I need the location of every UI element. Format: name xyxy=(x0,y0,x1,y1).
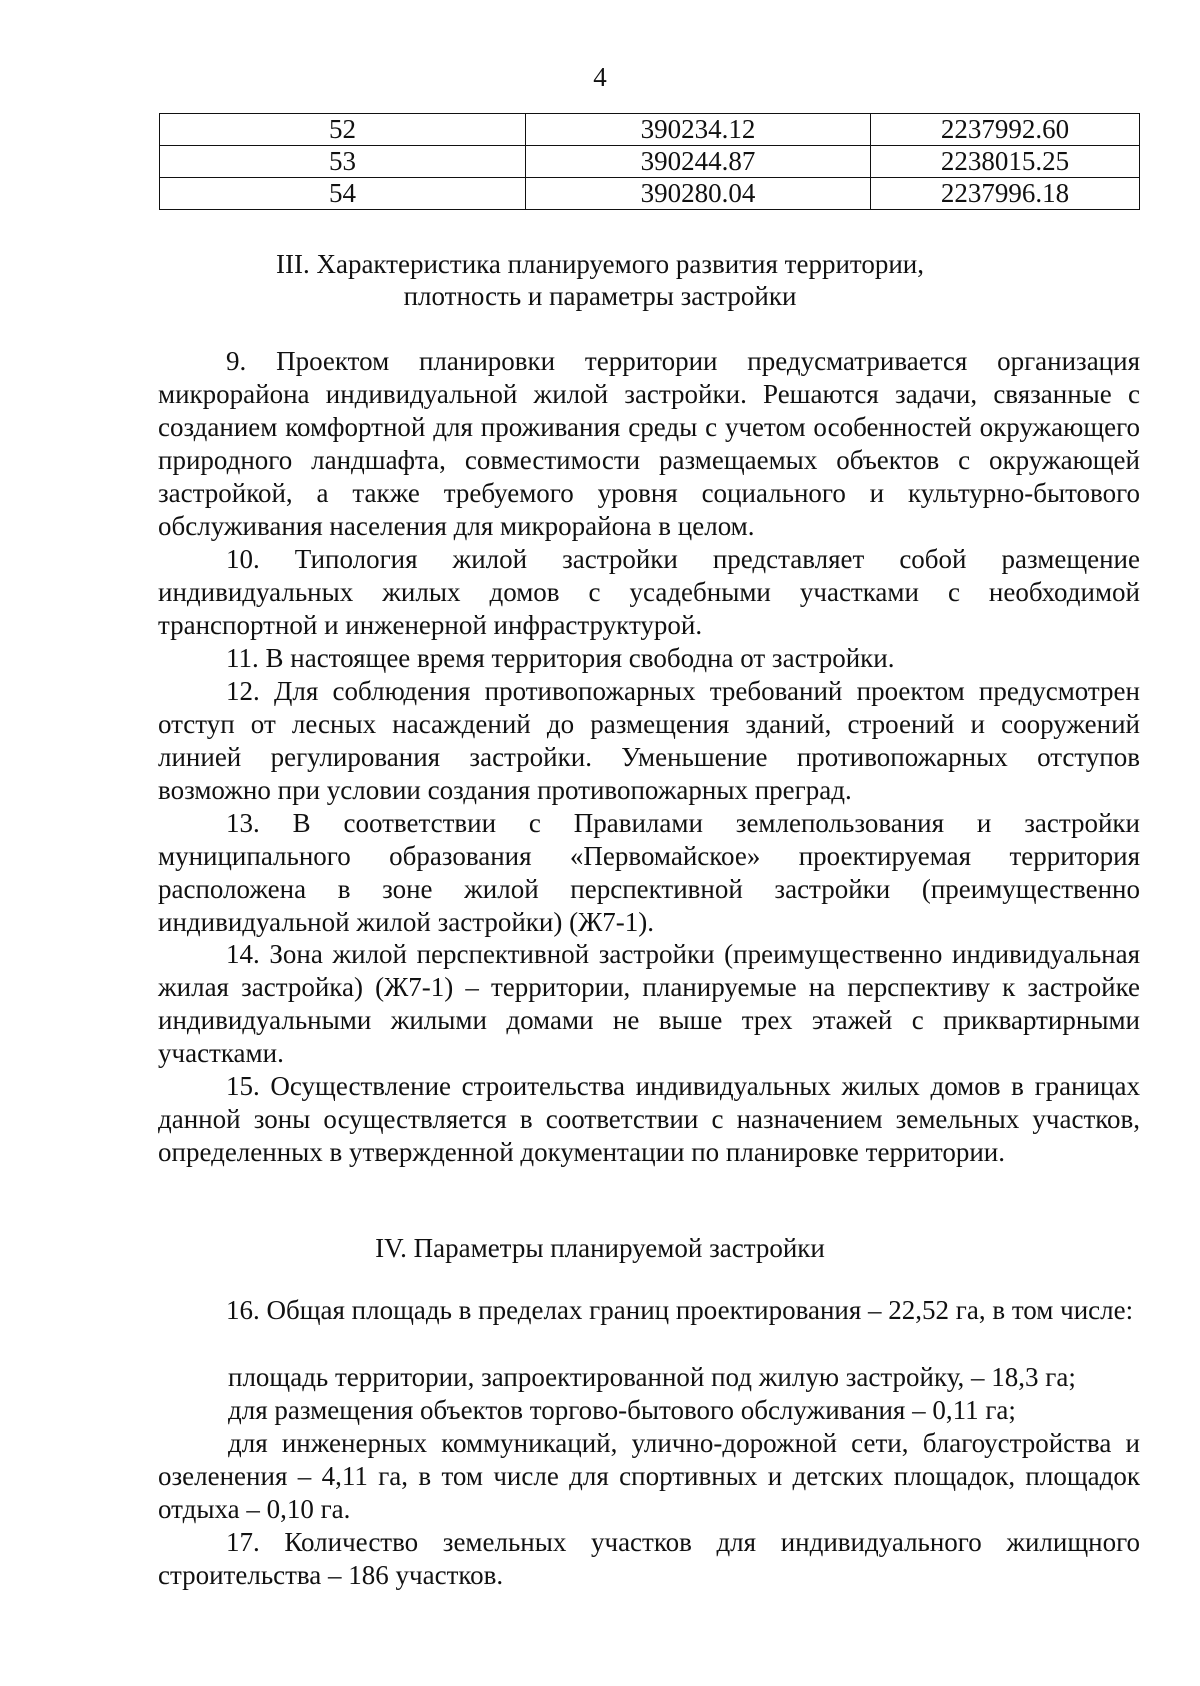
paragraph-16: 16. Общая площадь в пределах границ проектирования – 22,52 га, в том числе: xyxy=(226,1295,1134,1325)
paragraph-16-item-infrastructure: для инженерных коммуникаций, улично-дорожной сети, благоустройства и озеленения – 4,11 га, в том числе для спортивных и детских площадок, площадок отдыха – 0,10 га. xyxy=(158,1428,1140,1524)
paragraph-13: 13. В соответствии с Правилами землепользования и застройки муниципального образования «Первомайское» проектируемая территория расположена в зоне жилой перспективной застройки (преимущественно индивидуальной жилой застройки) (Ж7-1). xyxy=(158,808,1140,937)
point-number-cell: 54 xyxy=(160,178,526,210)
section-4-heading xyxy=(0,1232,1200,1264)
x-coordinate-cell: 390244.87 xyxy=(526,146,871,178)
table-row xyxy=(160,178,1140,210)
paragraph-16-item-commercial: для размещения объектов торгово-бытового обслуживания – 0,11 га; xyxy=(228,1395,1016,1425)
section-4-title: IV. Параметры планируемой застройки xyxy=(375,1233,825,1263)
y-coordinate-cell: 2237992.60 xyxy=(871,114,1140,146)
x-coordinate-cell: 390280.04 xyxy=(526,178,871,210)
x-coordinate-cell: 390234.12 xyxy=(526,114,871,146)
y-coordinate-cell: 2237996.18 xyxy=(871,178,1140,210)
paragraph-16-item-residential: площадь территории, запроектированной под жилую застройку, – 18,3 га; xyxy=(228,1362,1076,1392)
table-row xyxy=(160,114,1140,146)
paragraph-9: 9. Проектом планировки территории предусматривается организация микрорайона индивидуальной жилой застройки. Решаются задачи, связанные с созданием комфортной для проживания среды с учетом особенностей окружающего природного ландшафта, совместимости размещаемых объектов с окружающей застройкой, а также требуемого уровня социального и культурно-бытового обслуживания населения для микрорайона в целом. xyxy=(158,346,1140,541)
coordinates-table xyxy=(159,113,1140,210)
page-number: 4 xyxy=(593,62,607,92)
point-number-cell: 53 xyxy=(160,146,526,178)
paragraph-12: 12. Для соблюдения противопожарных требований проектом предусмотрен отступ от лесных насаждений до размещения зданий, строений и сооружений линией регулирования застройки. Уменьшение противопожарных отступов возможно при условии создания противопожарных преград. xyxy=(158,676,1140,805)
paragraph-17: 17. Количество земельных участков для индивидуального жилищного строительства – 186 участков. xyxy=(158,1527,1140,1590)
point-number-cell: 52 xyxy=(160,114,526,146)
section-3-title-line-2: плотность и параметры застройки xyxy=(403,281,797,311)
section-3-heading xyxy=(0,248,1200,312)
paragraph-14: 14. Зона жилой перспективной застройки (преимущественно индивидуальная жилая застройка) (Ж7-1) – территории, планируемые на перспективу к застройке индивидуальными жилыми домами не выше трех этажей с приквартирными участками. xyxy=(158,939,1140,1068)
y-coordinate-cell: 2238015.25 xyxy=(871,146,1140,178)
section-3-title-line-1: III. Характеристика планируемого развития территории, xyxy=(275,249,924,279)
paragraph-11: 11. В настоящее время территория свободна от застройки. xyxy=(226,643,895,673)
paragraph-10: 10. Типология жилой застройки представляет собой размещение индивидуальных жилых домов с усадебными участками с необходимой транспортной и инженерной инфраструктурой. xyxy=(158,544,1140,640)
table-row xyxy=(160,146,1140,178)
paragraph-15: 15. Осуществление строительства индивидуальных жилых домов в границах данной зоны осуществляется в соответствии с назначением земельных участков, определенных в утвержденной документации по планировке территории. xyxy=(158,1071,1140,1167)
